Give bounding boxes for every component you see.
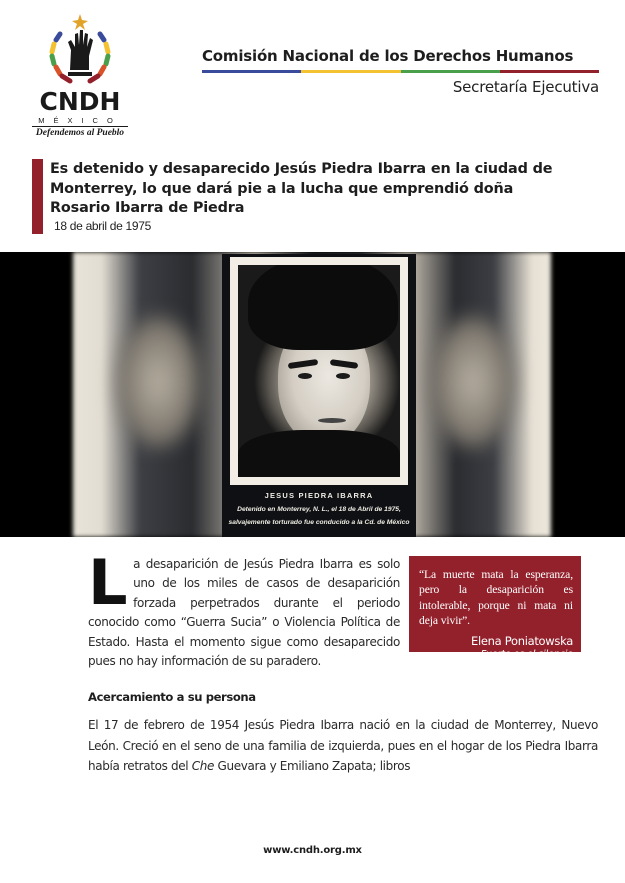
- portrait-eye-left: [298, 373, 312, 379]
- cndh-logo: [24, 12, 136, 140]
- intro-text: a desaparición de Jesús Piedra Ibarra es solo uno de los miles de casos de desaparición forzada perpetrados durante el periodo conocido como “Guerra Sucia” o Violencia Política de Estado. Hasta el momento sigue como desaparecido pues no hay información de su paradero.: [88, 557, 400, 669]
- portrait-photo: [238, 265, 400, 477]
- logo-acronym: CNDH: [39, 87, 121, 116]
- stripe-blue: [202, 70, 301, 73]
- article-date: 18 de abril de 1975: [54, 219, 152, 233]
- stripe-red: [500, 70, 599, 73]
- stripe-yellow: [301, 70, 400, 73]
- intro-paragraph: [88, 546, 400, 671]
- portrait-hair: [248, 265, 398, 350]
- portrait-shirt: [238, 430, 400, 477]
- title-accent-bar: [32, 159, 43, 234]
- pull-quote: [409, 556, 581, 660]
- portrait-eye-right: [336, 373, 350, 379]
- department-name: Secretaría Ejecutiva: [452, 78, 599, 96]
- section-text-part1: El 17 de febrero de 1954 Jesús Piedra Ibarra nació en la ciudad de Monterrey, Nuevo León. Creció en el seno de una familia de izquierda, pues en el hogar de los Piedra Ibarra había retratos del: [88, 718, 598, 773]
- blurred-face-right: [428, 312, 518, 452]
- organization-header: [202, 47, 599, 96]
- poster-caption-line1: Detenido en Monterrey, N. L., el 18 de Abril de 1975,: [237, 506, 401, 513]
- article-title: Es detenido y desaparecido Jesús Piedra Ibarra en la ciudad de Monterrey, lo que dará pie a la lucha que emprendió doña Rosario Ibarra de Piedra: [50, 161, 553, 216]
- section-text-italic: Che: [191, 759, 215, 773]
- quote-source: Fuerte es el silencio: [480, 648, 573, 660]
- raised-hand-laurel-icon: [44, 12, 116, 88]
- color-stripe-divider: [202, 70, 599, 73]
- stripe-green: [401, 70, 500, 73]
- section-heading: Acercamiento a su persona: [88, 690, 256, 704]
- blurred-face-left: [113, 312, 203, 452]
- quote-author: Elena Poniatowska: [471, 633, 573, 648]
- footer-url[interactable]: www.cndh.org.mx: [263, 845, 362, 856]
- article-photo: [0, 252, 625, 537]
- poster-caption-name: JESUS PIEDRA IBARRA: [264, 491, 374, 500]
- missing-person-poster: [222, 254, 416, 537]
- organization-name: Comisión Nacional de los Derechos Humanos: [202, 47, 574, 65]
- section-paragraph: [88, 715, 598, 777]
- quote-text: “La muerte mata la esperanza, pero la desaparición es intolerable, porque ni mata ni deja vivir”.: [419, 568, 573, 628]
- poster-frame: [230, 257, 408, 485]
- drop-cap: L: [88, 546, 128, 619]
- logo-motto: Defendemos al Pueblo: [35, 128, 125, 138]
- section-text-part2: Guevara y Emiliano Zapata; libros: [214, 759, 411, 773]
- poster-caption-line2: salvajemente torturado fue conducido a la Cd. de México: [228, 519, 410, 526]
- portrait-mouth: [318, 418, 346, 423]
- logo-country: MÉXICO: [32, 116, 128, 127]
